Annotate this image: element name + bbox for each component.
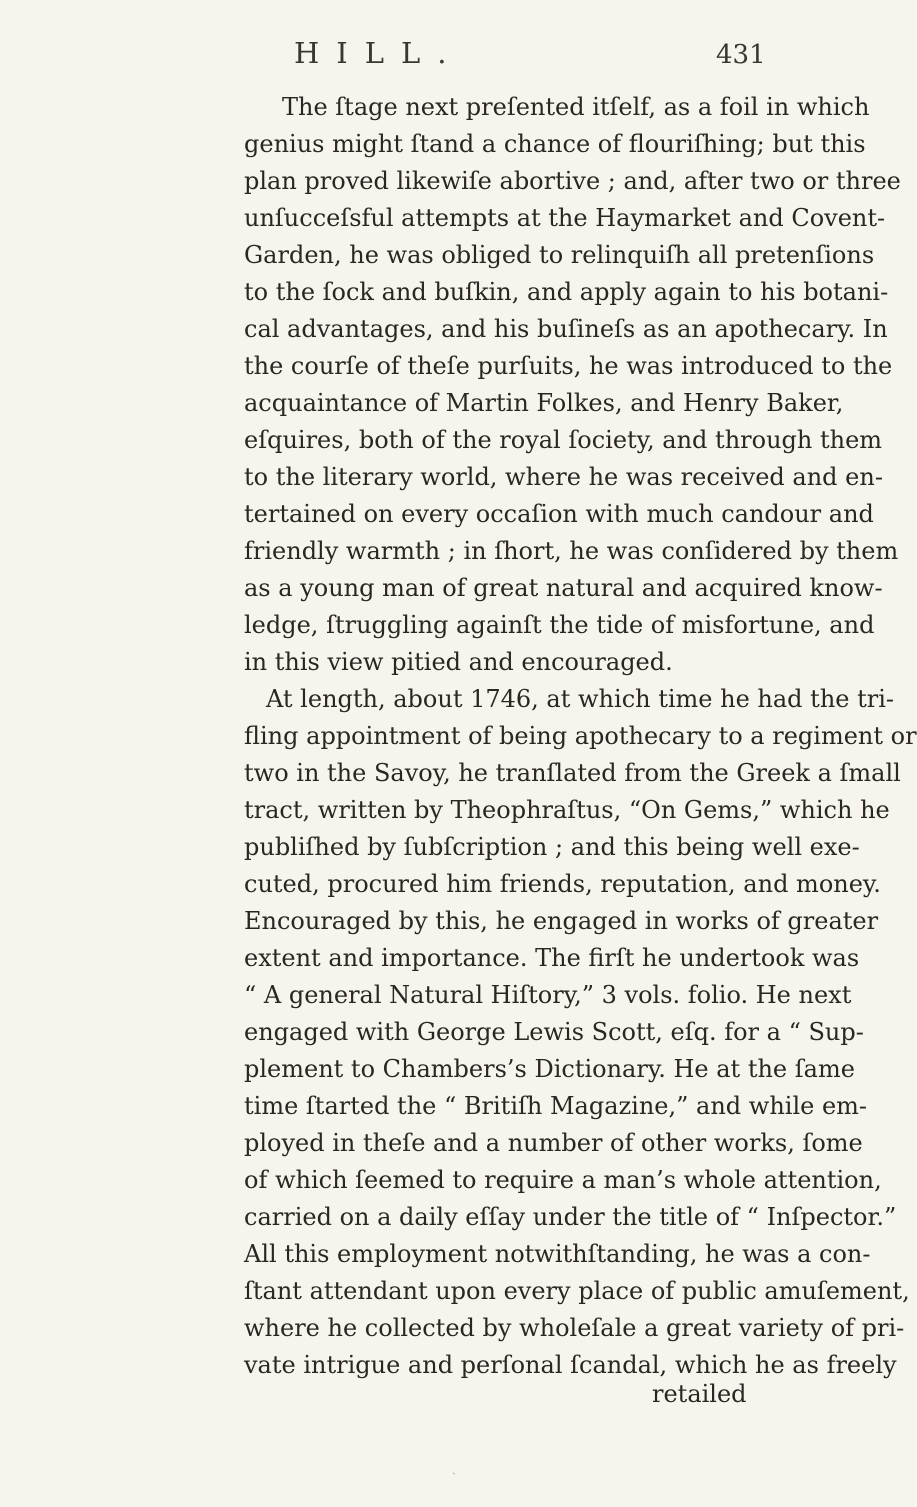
text-line: friendly warmth ; in ſhort, he was conſidered by them	[244, 537, 899, 565]
text-line: plan proved likewiſe abortive ; and, after two or three	[244, 167, 901, 195]
text-line: ledge, ſtruggling againſt the tide of misfortune, and	[244, 611, 875, 639]
text-line: “ A general Natural Hiſtory,” 3 vols. folio. He next	[244, 981, 852, 1009]
text-line: unſucceſsful attempts at the Haymarket and Covent-	[244, 204, 886, 232]
text-line: tertained on every occaſion with much candour and	[244, 500, 874, 528]
text-line: in this view pitied and encouraged.	[244, 648, 673, 676]
text-line: extent and importance. The firſt he undertook was	[244, 944, 860, 972]
catchword: retailed	[652, 1380, 747, 1408]
text-line: to the literary world, where he was received and en-	[244, 463, 883, 491]
text-line: where he collected by wholeſale a great variety of pri-	[244, 1314, 905, 1342]
running-head: HILL.	[294, 36, 464, 70]
text-line: as a young man of great natural and acquired know-	[244, 574, 883, 602]
text-line: genius might ſtand a chance of flouriſhing; but this	[244, 130, 866, 158]
text-line: carried on a daily eſſay under the title of “ Inſpector.”	[244, 1203, 897, 1231]
text-line: tract, written by Theophraſtus, “On Gems,” which he	[244, 796, 890, 824]
text-line: of which ſeemed to require a man’s whole attention,	[244, 1166, 882, 1194]
ink-mark: ˏ	[452, 1461, 456, 1475]
text-line: time ſtarted the “ Britiſh Magazine,” and while em-	[244, 1092, 868, 1120]
text-line: plement to Chambers’s Dictionary. He at the ſame	[244, 1055, 855, 1083]
text-line: the courſe of theſe purſuits, he was introduced to the	[244, 352, 893, 380]
page-number: 431	[716, 40, 766, 70]
text-line: Garden, he was obliged to relinquiſh all pretenſions	[244, 241, 875, 269]
text-line: acquaintance of Martin Folkes, and Henry Baker,	[244, 389, 844, 417]
text-line: fling appointment of being apothecary to a regiment or	[244, 722, 917, 750]
text-line: ployed in theſe and a number of other works, ſome	[244, 1129, 863, 1157]
text-line: The ſtage next preſented itſelf, as a foil in which	[282, 93, 870, 121]
text-line: vate intrigue and perſonal ſcandal, which he as freely	[244, 1351, 897, 1379]
text-line: engaged with George Lewis Scott, eſq. for a “ Sup-	[244, 1018, 864, 1046]
text-line: to the ſock and buſkin, and apply again to his botani-	[244, 278, 889, 306]
text-line: cal advantages, and his buſineſs as an apothecary. In	[244, 315, 888, 343]
text-line: At length, about 1746, at which time he had the tri-	[266, 685, 895, 713]
text-line: two in the Savoy, he tranſlated from the Greek a ſmall	[244, 759, 901, 787]
text-line: ſtant attendant upon every place of public amuſement,	[244, 1277, 910, 1305]
text-line: All this employment notwithſtanding, he was a con-	[244, 1240, 871, 1268]
text-line: Encouraged by this, he engaged in works of greater	[244, 907, 879, 935]
text-line: eſquires, both of the royal ſociety, and through them	[244, 426, 883, 454]
text-line: cuted, procured him friends, reputation, and money.	[244, 870, 881, 898]
text-line: publiſhed by ſubſcription ; and this being well exe-	[244, 833, 860, 861]
